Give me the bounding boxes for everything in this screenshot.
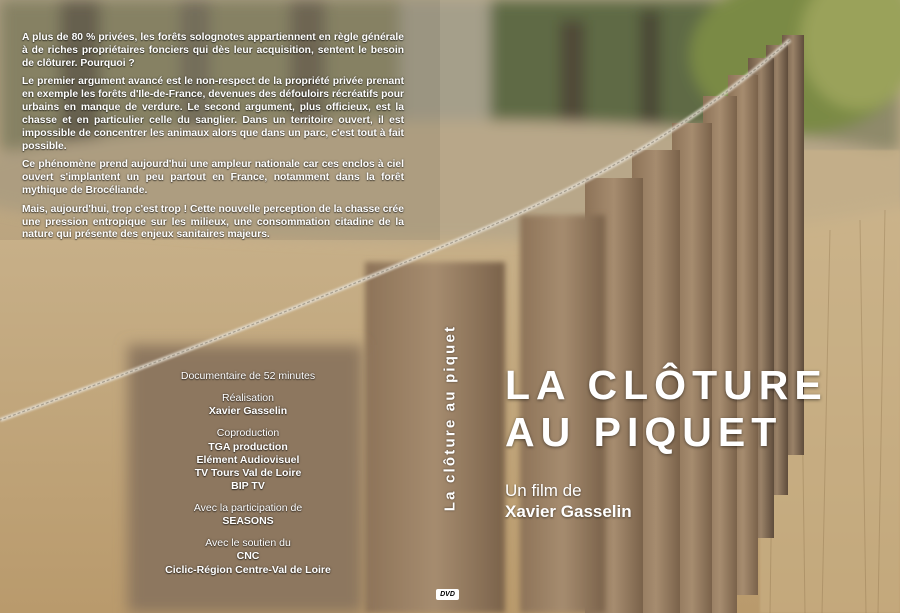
participation-group (133, 502, 363, 528)
synopsis-paragraph: Le premier argument avancé est le non-respect de la propriété privée prenant en exemple les forêts d'Ile-de-France, devenues des défouloirs récréatifs pour urbains en manque de verdure. Le second argument, plus officieux, est la chasse et en particulier celle du sanglier. Dans un territoire ouvert, il est impossible de concentrer les animaux alors que dans un parc, c'est tout à fait possible. (22, 76, 404, 152)
coproduction-value: TV Tours Val de Loire (194, 466, 302, 479)
coproduction-group (133, 427, 363, 493)
title-line-1: LA CLÔTURE (505, 362, 828, 408)
participation-label: Avec la participation de (193, 502, 303, 514)
title-line-2: AU PIQUET (505, 409, 783, 455)
support-value: Ciclic-Région Centre-Val de Loire (165, 563, 331, 576)
realisation-label: Réalisation (222, 392, 274, 405)
support-group (133, 537, 363, 576)
realisation-group (133, 392, 363, 418)
credits-block (133, 370, 363, 586)
coproduction-label: Coproduction (216, 427, 280, 440)
film-by-label: Un film de (505, 481, 582, 500)
spine-title: La clôture au piquet (441, 324, 459, 512)
synopsis-paragraph: Ce phénomène prend aujourd'hui une ampleur nationale car ces enclos à ciel ouvert s'implantent un peu partout en France, notamment dans la forêt mythique de Brocéliande. (22, 159, 404, 196)
dvd-logo: DVD (436, 589, 459, 600)
coproduction-value: BIP TV (231, 479, 265, 492)
film-credit (505, 480, 632, 522)
support-label: Avec le soutien du (205, 537, 291, 550)
realisation-value: Xavier Gasselin (208, 405, 288, 418)
synopsis-paragraph: Mais, aujourd'hui, trop c'est trop ! Cette nouvelle perception de la chasse crée une pression entropique sur les milieux, une consommation citadine de la nature qui présente des enjeux sanitaires majeurs. (22, 203, 404, 241)
duration-group (133, 370, 363, 383)
coproduction-value: Elément Audiovisuel (196, 453, 300, 466)
synopsis-paragraph: A plus de 80 % privées, les forêts solognotes appartiennent en règle générale à de riches propriétaires fonciers qui dès leur acquisition, sentent le besoin de clôturer. Pourquoi ? (22, 32, 404, 69)
support-value: CNC (236, 550, 260, 563)
coproduction-value: TGA production (208, 440, 288, 453)
duration-text: Documentaire de 52 minutes (180, 370, 316, 382)
director-name: Xavier Gasselin (505, 502, 632, 521)
participation-value: SEASONS (222, 515, 274, 528)
back-cover-synopsis (22, 32, 404, 248)
front-title (505, 362, 828, 456)
